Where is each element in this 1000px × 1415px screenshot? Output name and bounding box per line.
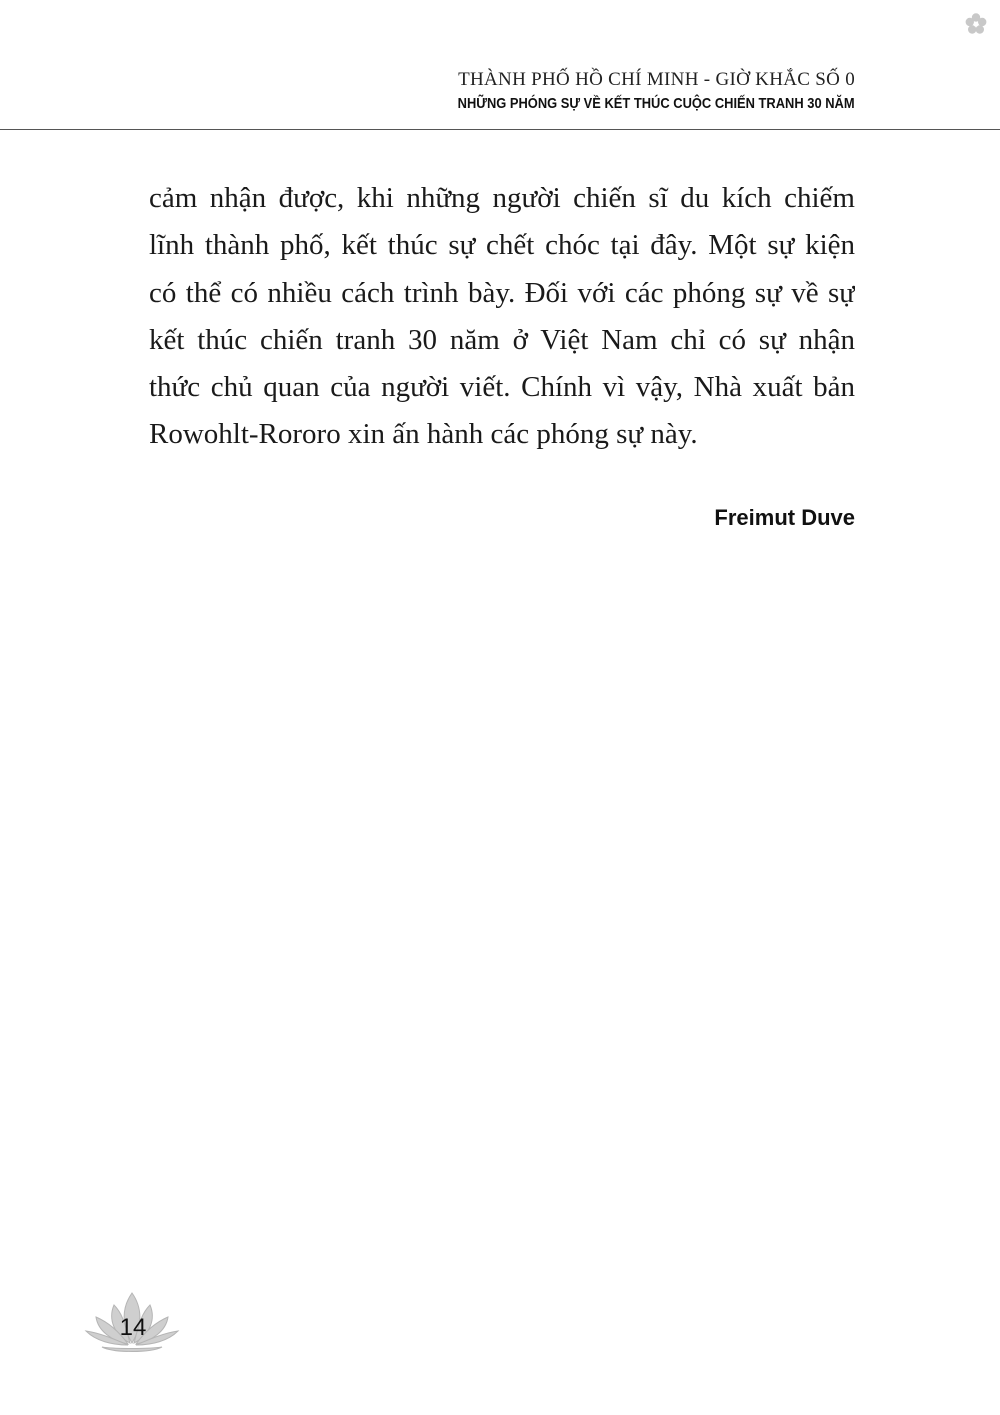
flower-icon — [964, 12, 988, 36]
book-subtitle: NHỮNG PHÓNG SỰ VỀ KẾT THÚC CUỘC CHIẾN TRANH 30 NĂM — [458, 95, 855, 112]
text-line: kết thúc chiến tranh 30 năm ở Việt Nam chỉ có sự nhận — [149, 323, 855, 356]
running-header — [393, 68, 855, 114]
book-title: THÀNH PHỐ HỒ CHÍ MINH - GIỜ KHẮC SỐ 0 — [458, 69, 855, 90]
body-paragraph — [149, 175, 855, 459]
page-number: 14 — [119, 1314, 147, 1341]
header-divider — [0, 129, 1000, 130]
author-signature: Freimut Duve — [714, 505, 855, 530]
text-line: lĩnh thành phố, kết thúc sự chết chóc tại đây. Một sự kiện — [149, 229, 855, 262]
text-line: Rowohlt-Rororo xin ấn hành các phóng sự này. — [149, 418, 698, 451]
text-line: có thể có nhiều cách trình bày. Đối với các phóng sự về sự — [149, 276, 855, 309]
text-line: cảm nhận được, khi những người chiến sĩ du kích chiếm — [149, 182, 855, 214]
text-line: thức chủ quan của người viết. Chính vì vậy, Nhà xuất bản — [149, 371, 855, 404]
